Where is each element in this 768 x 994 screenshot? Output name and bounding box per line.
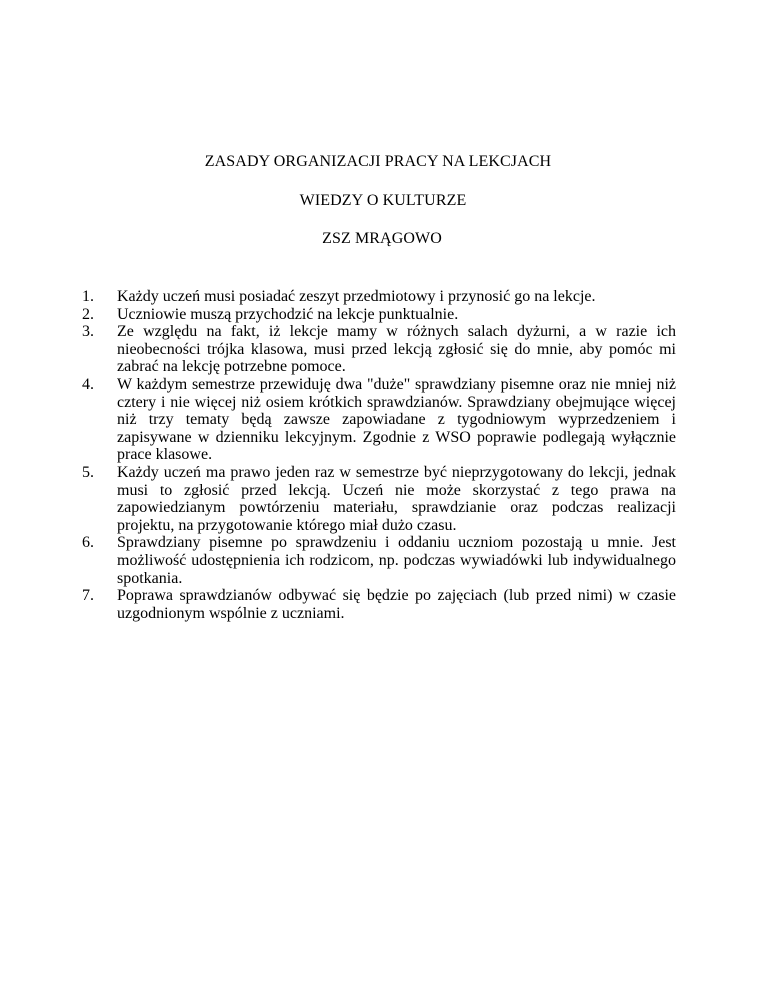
rule-item-5 bbox=[82, 464, 676, 534]
title-line-1: ZASADY ORGANIZACJI PRACY NA LEKCJACH bbox=[204, 153, 552, 170]
rule-text: Każdy uczeń musi posiadać zeszyt przedmiotowy i przynosić go na lekcje. bbox=[117, 288, 596, 305]
rule-item-1 bbox=[82, 288, 676, 306]
rule-text: Poprawa sprawdzianów odbywać się będzie po zajęciach (lub przed nimi) w czasie uzgodnionym wspólnie z uczniami. bbox=[117, 587, 676, 622]
rule-text: Uczniowie muszą przychodzić na lekcje punktualnie. bbox=[117, 305, 459, 323]
rules-list bbox=[82, 288, 676, 622]
rule-number: 5. bbox=[82, 463, 94, 481]
rule-item-2 bbox=[82, 306, 676, 324]
rule-number: 2. bbox=[82, 305, 94, 323]
rule-number: 6. bbox=[82, 534, 94, 552]
rule-item-7 bbox=[82, 587, 676, 622]
rule-number: 4. bbox=[82, 375, 94, 393]
rule-number: 3. bbox=[82, 323, 94, 341]
rule-item-4 bbox=[82, 376, 676, 464]
rule-item-3 bbox=[82, 323, 676, 376]
rule-text: W każdym semestrze przewiduję dwa "duże" sprawdziany pisemne oraz nie mniej niż cztery i nie więcej niż osiem krótkich sprawdzianów. Sprawdziany obejmujące więcej niż trzy tematy będą zawsze zapowiadane z tygodniowym wyprzedzeniem i zapisywane w dzienniku lekcyjnym. Zgodnie z WSO poprawie podlegają wyłącznie prace klasowe. bbox=[117, 375, 676, 464]
rule-text: Każdy uczeń ma prawo jeden raz w semestrze być nieprzygotowany do lekcji, jednak musi to zgłosić przed lekcją. Uczeń nie może skorzystać z tego prawa na zapowiedzianym powtórzeniu materiału, sprawdzianie oraz podczas realizacji projektu, na przygotowanie którego miał dużo czasu. bbox=[117, 463, 676, 534]
title-line-3: ZSZ MRĄGOWO bbox=[322, 230, 442, 247]
rule-number: 7. bbox=[82, 587, 94, 605]
title-line-2: WIEDZY O KULTURZE bbox=[299, 192, 467, 209]
rule-number: 1. bbox=[82, 288, 94, 305]
rule-text: Ze względu na fakt, iż lekcje mamy w różnych salach dyżurni, a w razie ich nieobecności trójka klasowa, musi przed lekcją zgłosić się do mnie, aby pomóc mi zabrać na lekcję potrzebne pomoce. bbox=[117, 323, 676, 376]
rule-item-6 bbox=[82, 534, 676, 587]
rule-text: Sprawdziany pisemne po sprawdzeniu i oddaniu uczniom pozostają u mnie. Jest możliwość udostępnienia ich rodzicom, np. podczas wywiadówki lub indywidualnego spotkania. bbox=[117, 534, 676, 587]
